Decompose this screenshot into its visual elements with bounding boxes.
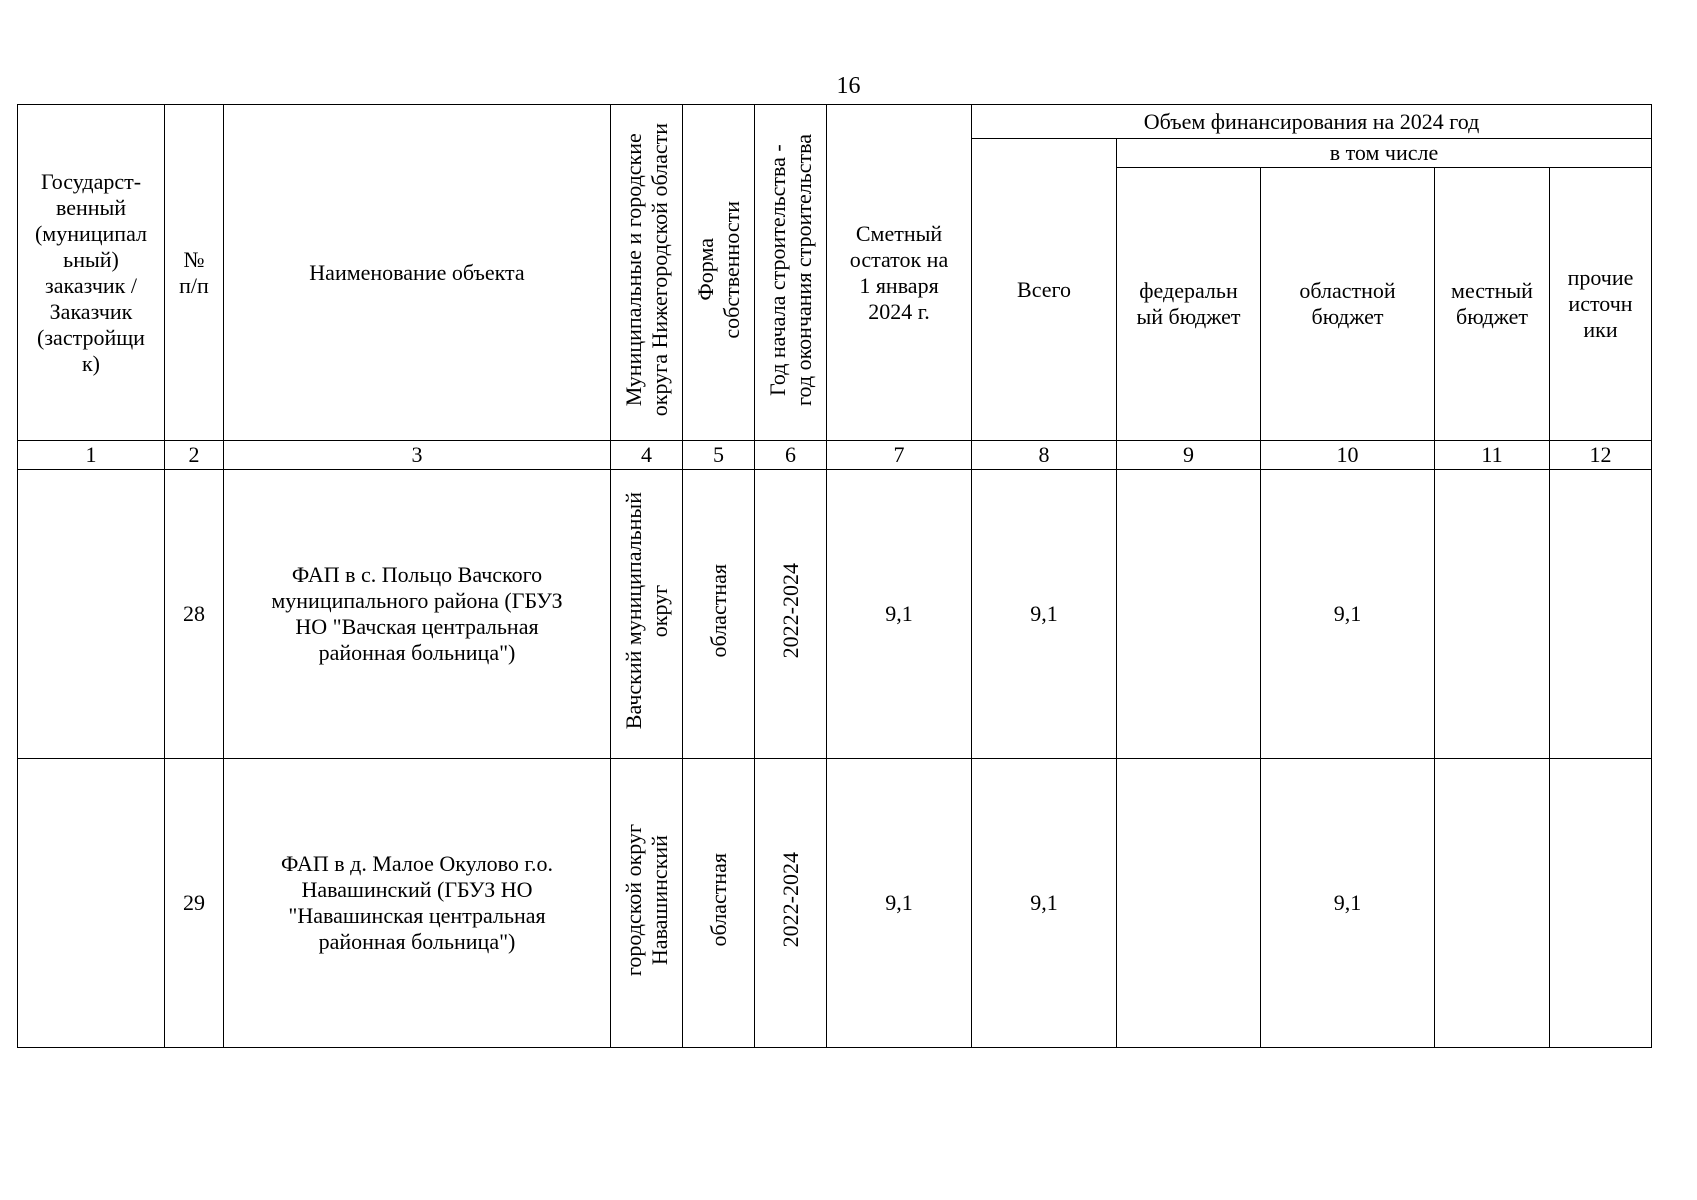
cell-other — [1550, 759, 1652, 1048]
financing-table — [17, 104, 1652, 1048]
cell-local — [1435, 759, 1550, 1048]
header-regional: областной бюджет — [1261, 168, 1435, 441]
cell-customer — [18, 759, 165, 1048]
cell-customer — [18, 470, 165, 759]
column-number: 1 — [18, 441, 165, 470]
column-number: 4 — [611, 441, 683, 470]
cell-local — [1435, 470, 1550, 759]
cell-estimate: 9,1 — [827, 759, 972, 1048]
header-estimate: Сметный остаток на 1 января 2024 г. — [827, 105, 972, 441]
column-number: 8 — [972, 441, 1117, 470]
column-number: 11 — [1435, 441, 1550, 470]
cell-number: 29 — [165, 759, 224, 1048]
column-number: 10 — [1261, 441, 1435, 470]
header-municipal: Муниципальные и городские округа Нижегородской области — [611, 105, 683, 441]
column-number: 9 — [1117, 441, 1261, 470]
cell-federal — [1117, 470, 1261, 759]
column-number: 6 — [755, 441, 827, 470]
cell-object-name: ФАП в д. Малое Окулово г.о. Навашинский (ГБУЗ НО "Навашинская центральная районная больница") — [224, 759, 611, 1048]
cell-object-name: ФАП в с. Польцо Вачского муниципального района (ГБУЗ НО "Вачская центральная районная больница") — [224, 470, 611, 759]
header-other: прочие источн ики — [1550, 168, 1652, 441]
cell-other — [1550, 470, 1652, 759]
cell-ownership: областная — [683, 759, 755, 1048]
header-local: местный бюджет — [1435, 168, 1550, 441]
cell-ownership: областная — [683, 470, 755, 759]
cell-federal — [1117, 759, 1261, 1048]
column-number: 7 — [827, 441, 972, 470]
cell-regional: 9,1 — [1261, 759, 1435, 1048]
header-ownership: Форма собственности — [683, 105, 755, 441]
column-numbers-row — [18, 441, 1652, 470]
column-number: 3 — [224, 441, 611, 470]
header-row-1 — [18, 105, 1652, 139]
cell-municipal: Вачский муниципальный округ — [611, 470, 683, 759]
cell-years: 2022-2024 — [755, 759, 827, 1048]
column-number: 2 — [165, 441, 224, 470]
column-number: 12 — [1550, 441, 1652, 470]
table-row — [18, 470, 1652, 759]
table-row — [18, 759, 1652, 1048]
cell-total: 9,1 — [972, 759, 1117, 1048]
cell-number: 28 — [165, 470, 224, 759]
header-federal: федеральн ый бюджет — [1117, 168, 1261, 441]
header-years: Год начала строительства - год окончания строительства — [755, 105, 827, 441]
header-customer: Государст- венный (муниципал ьный) заказчик / Заказчик (застройщи к) — [18, 105, 165, 441]
header-including: в том числе — [1117, 139, 1652, 168]
page-number: 16 — [836, 73, 861, 99]
header-number: № п/п — [165, 105, 224, 441]
cell-municipal: городской округ Навашинский — [611, 759, 683, 1048]
header-financing: Объем финансирования на 2024 год — [972, 105, 1652, 139]
cell-total: 9,1 — [972, 470, 1117, 759]
cell-estimate: 9,1 — [827, 470, 972, 759]
cell-regional: 9,1 — [1261, 470, 1435, 759]
header-total: Всего — [972, 139, 1117, 441]
header-object-name: Наименование объекта — [224, 105, 611, 441]
column-number: 5 — [683, 441, 755, 470]
cell-years: 2022-2024 — [755, 470, 827, 759]
